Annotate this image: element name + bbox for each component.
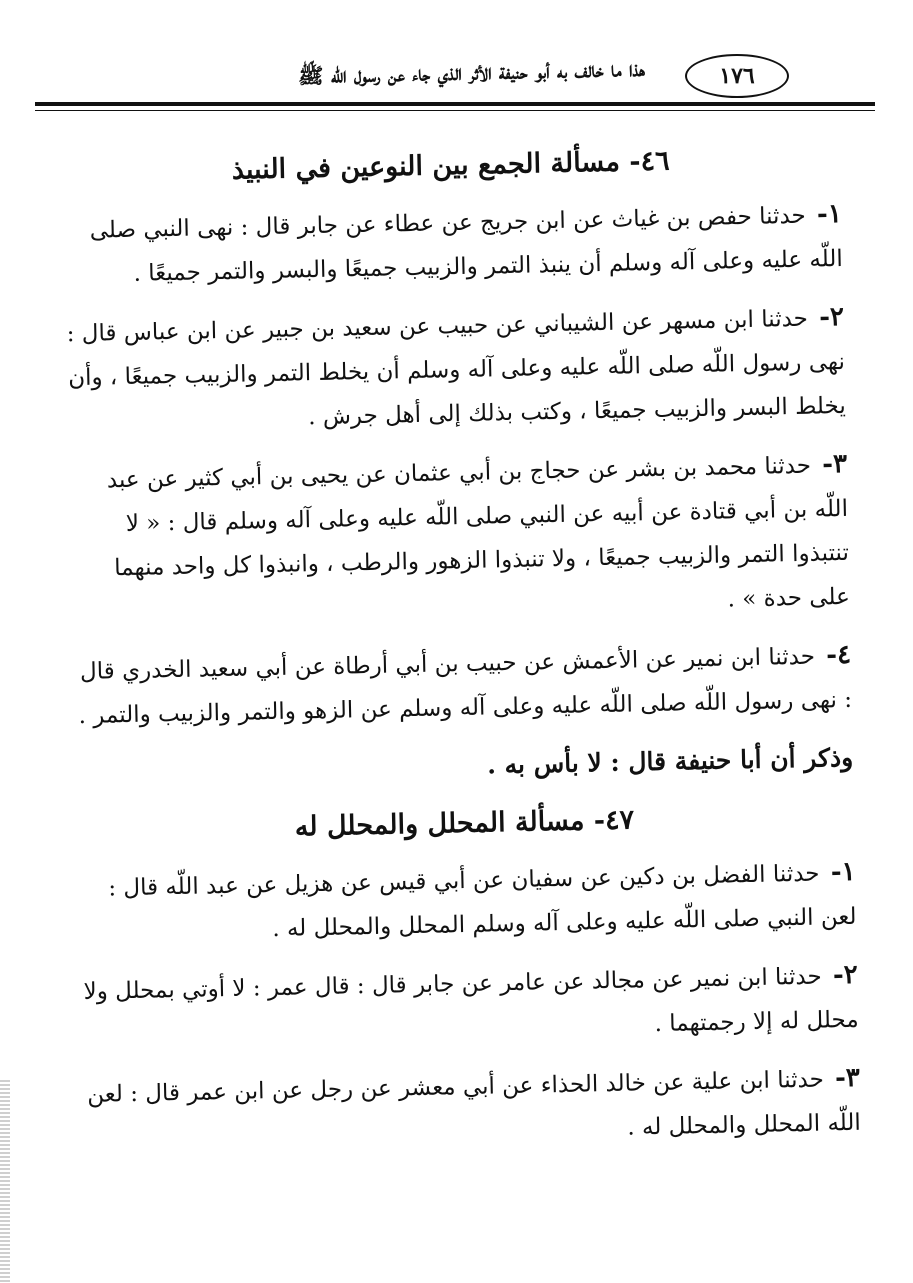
page-header: [35, 40, 875, 120]
header-rule-thick: [35, 102, 875, 106]
running-title: هذا ما خالف به أبو حنيفة الأثر الذي جاء عن رسول الله ﷺ: [297, 56, 646, 89]
header-rule-thin: [35, 110, 875, 111]
hadith-paragraph: [64, 295, 847, 444]
hadith-paragraph: [71, 633, 853, 738]
section-heading: ٤٧- مسألة المحلل والمحلل له: [294, 804, 635, 843]
hadith-text: حدثنا محمد بن بشر عن حجاج بن أبي عثمان عن يحيى بن أبي كثير عن عبد اللّه بن أبي قتادة عن أبيه عن النبي صلى اللّه عليه وعلى آله وسلم قال : « لا تنتبذوا التمر والزبيب جميعًا ، ولا تنبذوا الزهور والرطب ، وانبذوا كل واحد منهما على حدة » .: [106, 452, 851, 613]
hadith-number: ٢-: [832, 959, 859, 991]
hadith-paragraph: [61, 192, 843, 297]
hadith-paragraph: [80, 1056, 862, 1161]
hadith-text: حدثنا حفص بن غياث عن ابن جريج عن عطاء عن جابر قال : نهى النبي صلى اللّه عليه وعلى آله وسلم أن ينبذ التمر والزبيب جميعًا والبسر والتمر جميعًا .: [89, 202, 843, 287]
hadith-paragraph: [77, 953, 859, 1058]
hadith-number: ١-: [816, 198, 843, 230]
hadith-paragraph: [67, 442, 851, 635]
hadith-text: حدثنا ابن علية عن خالد الحذاء عن أبي معشر عن رجل عن ابن عمر قال : لعن اللّه المحلل والمحلل له .: [86, 1066, 862, 1141]
hadith-number: ٢-: [818, 301, 845, 333]
scan-edge-artifact: [0, 1080, 10, 1283]
hadith-text: حدثنا الفضل بن دكين عن سفيان عن أبي قيس عن هزيل عن عبد اللّه قال : لعن النبي صلى اللّه عليه وعلى آله وسلم المحلل والمحلل له .: [108, 860, 857, 943]
hadith-text: حدثنا ابن نمير عن الأعمش عن حبيب بن أبي أرطاة عن أبي سعيد الخدري قال : نهى رسول اللّه صلى اللّه عليه وعلى آله وسلم عن الزهو والتمر والزبيب والتمر .: [78, 643, 853, 730]
hadith-number: ١-: [830, 856, 856, 888]
page-content: [60, 130, 861, 1175]
section-heading: ٤٦- مسألة الجمع بين النوعين في النبيذ: [231, 145, 670, 186]
hadith-text: حدثنا ابن نمير عن مجالد عن عامر عن جابر قال : قال عمر : لا أوتي بمحلل ولا محلل له إلا رجمتهما .: [83, 963, 859, 1038]
hadith-text: حدثنا ابن مسهر عن الشيباني عن حبيب عن سعيد بن جبير عن ابن عباس قال : نهى رسول اللّه صلى اللّه عليه وعلى آله وسلم أن يخلط التمر والزبيب جميعًا ، وأن يخلط البسر والزبيب جميعًا ، وكتب بذلك إلى أهل جرش .: [66, 305, 847, 431]
hadith-number: ٣-: [834, 1062, 861, 1094]
page-number: ١٧٦: [685, 54, 789, 98]
hadith-paragraph: [75, 850, 857, 955]
section-note: وذكر أن أبا حنيفة قال : لا بأس به .: [486, 742, 854, 780]
hadith-number: ٤-: [825, 639, 852, 671]
hadith-number: ٣-: [821, 448, 848, 480]
